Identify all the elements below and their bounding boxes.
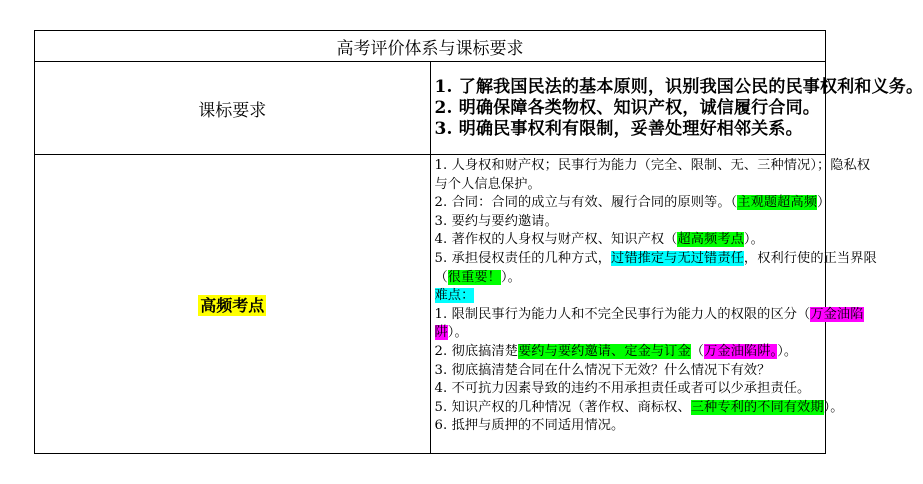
key-point-text: （	[690, 343, 705, 359]
key-point-text: 1. 限制民事行为能力人和不完全民事行为能力人的权限的区分（	[434, 306, 811, 322]
key-point-line	[435, 417, 822, 436]
key-point-text: 3. 彻底搞清楚合同在什么情况下无效？什么情况下有效？	[434, 362, 771, 378]
key-points-label: 高频考点	[200, 295, 265, 315]
key-point-line	[434, 250, 877, 269]
key-point-text: ）。	[823, 399, 844, 415]
requirement-line: 1. 了解我国民法的基本原则，识别我国公民的民事权利和义务。	[434, 76, 923, 97]
key-point-text: ，权利行使的正当界限	[743, 250, 877, 266]
highlighted-text: 三种专利的不同有效期	[690, 399, 824, 415]
requirements-table	[34, 30, 923, 454]
requirements-label-cell	[35, 62, 431, 155]
key-point-text: ）。	[743, 232, 764, 248]
highlighted-text: 要约与要约邀请、定金与订金	[518, 343, 691, 359]
key-point-text: （	[434, 269, 448, 285]
key-point-line	[435, 287, 822, 306]
table-title: 高考评价体系与课标要求	[35, 31, 826, 62]
key-points-label-cell	[35, 155, 431, 454]
requirements-content-cell	[430, 62, 923, 155]
highlighted-text: 万金油陷阱。	[704, 343, 778, 359]
highlighted-text: 超高频考点	[677, 232, 744, 248]
key-point-line	[435, 324, 822, 343]
requirement-line: 2. 明确保障各类物权、知识产权，诚信履行合同。	[434, 97, 820, 118]
key-point-text: 4. 著作权的人身权与财产权、知识产权（	[434, 232, 678, 248]
key-point-text: ）。	[500, 269, 521, 285]
key-point-text: ）。	[447, 325, 468, 341]
highlighted-text: 万金油陷	[810, 306, 864, 322]
highlighted-text: 主观题超高频	[737, 195, 818, 211]
key-point-text: 与个人信息保护。	[434, 176, 541, 192]
key-point-text: ）。	[777, 343, 798, 359]
key-point-line	[435, 213, 822, 232]
key-point-text: 3. 要约与要约邀请。	[434, 213, 558, 229]
key-point-text: ）	[817, 195, 831, 211]
requirement-line: 3. 明确民事权利有限制，妥善处理好相邻关系。	[434, 118, 803, 139]
key-point-line	[435, 343, 822, 362]
key-point-line	[434, 399, 844, 418]
key-point-line	[434, 194, 831, 213]
highlighted-text: 很重要！	[447, 269, 501, 285]
key-point-text: 2. 彻底搞清楚	[434, 343, 519, 359]
key-point-line	[435, 231, 822, 250]
key-point-text: 5. 承担侵权责任的几种方式，	[434, 250, 612, 266]
key-point-text: 6. 抵押与质押的不同适用情况。	[434, 418, 625, 434]
key-point-line	[435, 176, 822, 195]
key-point-text: 4. 不可抗力因素导致的违约不用承担责任或者可以少承担责任。	[434, 381, 811, 397]
key-points-list	[434, 157, 877, 436]
key-point-line	[434, 157, 871, 176]
highlighted-text: 过错推定与无过错责任	[611, 250, 744, 266]
key-points-content-cell	[430, 155, 877, 454]
requirements-label: 课标要求	[198, 100, 267, 121]
highlighted-text: 阱	[434, 325, 448, 341]
highlighted-text: 难点：	[434, 288, 475, 304]
key-point-line	[434, 306, 864, 325]
key-point-text: 5. 知识产权的几种情况（著作权、商标权、	[434, 399, 691, 415]
key-point-text: 2. 合同：合同的成立与有效、履行合同的原则等。（	[434, 195, 738, 211]
key-point-line	[435, 269, 822, 288]
key-point-line	[435, 380, 822, 399]
key-point-line	[435, 362, 822, 381]
key-point-text: 1. 人身权和财产权；民事行为能力（完全、限制、无、三种情况）；隐私权	[434, 158, 871, 173]
